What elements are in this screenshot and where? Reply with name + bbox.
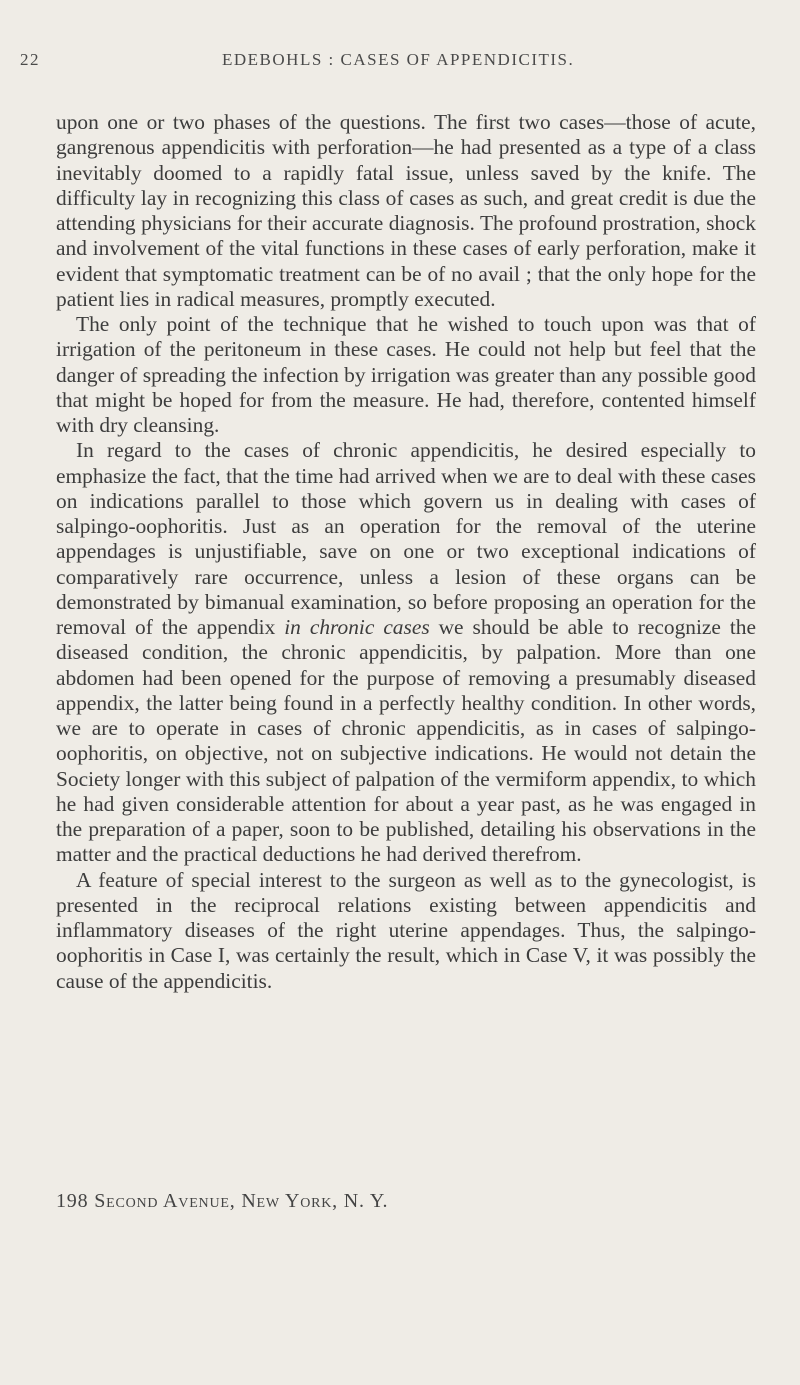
paragraph-2: The only point of the technique that he wished to touch upon was that of irrigation of the peritoneum in these cases. He could not help but feel that the danger of spreading the infection by irrigation was greater than any possible good that might be hoped for from the measure. He had, therefore, contented himself with dry cleansing. [56, 312, 756, 437]
paragraph-1: upon one or two phases of the questions. The first two cases—those of acute, gangrenous appendicitis with perforation—he had presented as a type of a class inevitably doomed to a rapidly fatal issue, unless saved by the knife. The difficulty lay in recognizing this class of cases as such, and great credit is due the attending physicians for their accurate diagnosis. The profound prostration, shock and involvement of the vital functions in these cases of early perforation, make it evident that symptomatic treatment can be of no avail ; that the only hope for the patient lies in radical measures, promptly executed. [56, 110, 756, 311]
body-text [56, 110, 756, 994]
paragraph-4: A feature of special interest to the surgeon as well as to the gynecologist, is presented in the reciprocal relations existing between appendicitis and inflammatory diseases of the right uterine appendages. Thus, the salpingo-oophoritis in Case I, was certainly the result, which in Case V, it was possibly the cause of the appendicitis. [56, 867, 756, 993]
running-head [0, 50, 800, 76]
page-number: 22 [20, 50, 40, 69]
paragraph-3-text-start: In regard to the cases of chronic appendicitis, he desired especially to emphasize the fact, that the time had arrived when we are to deal with these cases on indications parallel to those which govern us in dealing with cases of salpingo-oophoritis. Just as an operation for the removal of the uterine appendages is unjustifiable, save on one or two exceptional indications of comparatively rare occurrence, unless a lesion of these organs can be demonstrated by bimanual examination, so before proposing an operation for the removal of the appendix [56, 438, 756, 639]
italic-phrase: in chronic cases [284, 615, 430, 639]
footer-address: 198 Second Avenue, New York, N. Y. [56, 1190, 389, 1212]
paragraph-3 [56, 438, 756, 867]
running-head-title: EDEBOHLS : CASES OF APPENDICITIS. [222, 50, 575, 69]
paragraph-3-text-end: we should be able to recognize the diseased condition, the chronic appendicitis, by palpation. More than one abdomen had been opened for the purpose of removing a presumably diseased appendix, the latter being found in a perfectly healthy condition. In other words, we are to operate in cases of chronic appendicitis, as in cases of salpingo-oophoritis, on objective, not on subjective indications. He would not detain the Society longer with this subject of palpation of the vermiform appendix, to which he had given considerable attention for about a year past, as he was engaged in the preparation of a paper, soon to be published, detailing his observations in the matter and the practical deductions he had derived therefrom. [56, 615, 756, 867]
